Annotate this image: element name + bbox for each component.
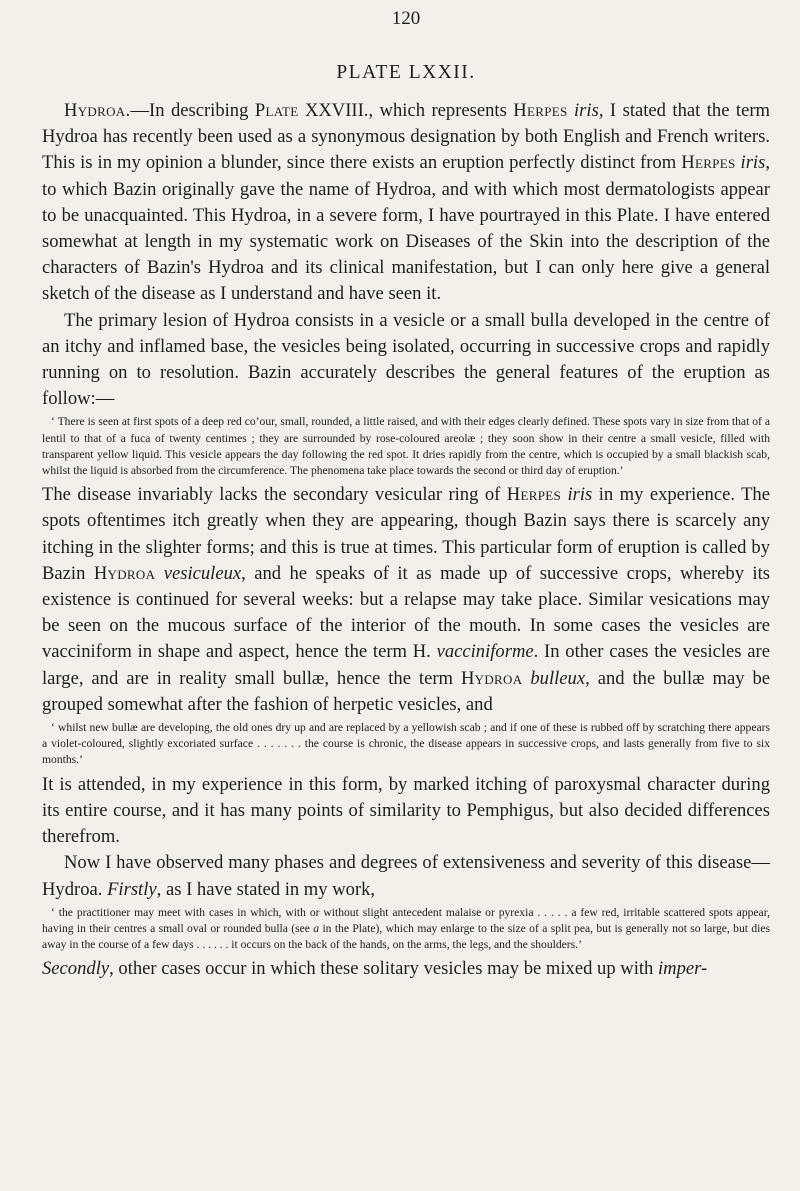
text: . In other cases the vesicles are large, and are in reality small bullæ, hence the term [42, 641, 770, 689]
paragraph-phases [42, 850, 770, 902]
term-herpes: Herpes [513, 100, 568, 121]
term-imper: imper- [658, 958, 708, 980]
term-vesiculeux: vesiculeux [163, 562, 242, 584]
text: , as I have stated in my work, [156, 878, 376, 900]
body-text [42, 98, 770, 983]
paragraph-hydroa-intro [42, 98, 770, 308]
text: —In describing [130, 100, 255, 121]
term-iris: iris [740, 152, 766, 174]
paragraph-secondly [42, 956, 770, 982]
term-iris: iris [574, 100, 599, 121]
quote-practitioner [42, 905, 770, 954]
quote-bazin-spots: ‘ There is seen at first spots of a deep red co’our, small, rounded, a little raised, and with their edges clearly defined. These spots vary in size from that of a lentil to that of a fuca of twenty centimes ; they are surrounded by rose-coloured areolæ ; they soon show in their centre a small vesicle, filled with transparent yellow liquid. This vesicle appears the day following the red spot. It dries rapidly from the centre, which is occupied by a small blackish scab, whilst the liquid is absorbed from the circumference. The phenomena take place towards the second or third day of eruption.’ [42, 415, 770, 478]
text: , and he speaks of it as made up of successive crops, whereby its existence is continued for several weeks: but a relapse may take place. Similar vesications may be seen on the mucous surface of the interior of the mouth. In some cases the vesicles are vacciniform in shape and aspect, hence the term H. [42, 562, 770, 663]
paragraph-primary-lesion: The primary lesion of Hydroa consists in a vesicle or a small bulla developed in the centre of an itchy and inflamed base, the vesicles being isolated, occurring in successive crops and rapidly running on to resolution. Bazin accurately describes the general features of the eruption as follow:— [42, 309, 770, 410]
paragraph-secondary-ring [42, 482, 770, 718]
figure-ref-a: a [313, 921, 320, 935]
text: Now I have observed many phases and degrees of extensiveness and severity of this disease—Hydroa. [42, 852, 770, 900]
text: ‘ the practitioner may meet with cases in which, with or without slight antecedent malaise or pyrexia . . . . . a few red, irritable scattered spots appear, having in their centres a small oval or rounded bulla (see [42, 905, 770, 935]
text: , I stated that the term Hydroa has recently been used as a synonymous designation by both English and French writers. This is in my opinion a blunder, since there exists an eruption perfectly distinct from [42, 100, 770, 174]
page-number: 120 [391, 8, 421, 29]
quote-bullae-developing: ‘ whilst new bullæ are developing, the old ones dry up and are replaced by a yellowish scab ; and if one of these is rubbed off by scratching there appears a violet-coloured, slightly excoriated surface . . . . . . . the course is chronic, the disease appears in successive crops, and lasts generally from five to six months.’ [42, 721, 770, 767]
text: , and the bullæ may be grouped somewhat after the fashion of herpetic vesicles, and [42, 667, 770, 715]
paragraph-itching: It is attended, in my experience in this form, by marked itching of paroxysmal character during its entire course, and it has many points of similarity to Pemphigus, but also decided differences therefrom. [42, 773, 770, 848]
text: XXVIII., which represents [298, 100, 514, 121]
term-secondly: Secondly [42, 958, 110, 980]
term-hydroa: Hydroa [460, 667, 523, 689]
term-herpes: Herpes [506, 484, 562, 506]
term-vacciniforme: vacciniforme [436, 641, 534, 663]
text: in the Plate), which may enlarge to the size of a split pea, but is generally not so large, but dies away in the course of a few days . . . . . . it occurs on the back of the hands, on the arms, the legs, and the shoulders.’ [42, 921, 771, 952]
text: The disease invariably lacks the secondary vesicular ring of [42, 484, 507, 506]
text: , to which Bazin originally gave the name of Hydroa, and with which most dermatologists appear to be unacquainted. This Hydroa, in a severe form, I have pourtrayed in this Plate. I have entered somewhat at length in my systematic work on Diseases of the Skin into the description of the characters of Bazin's Hydroa and its clinical manifestation, but I can only here give a general sketch of the disease as I understand and have seen it. [42, 152, 770, 305]
term-hydroa: Hydroa. [64, 100, 131, 121]
text: in my experience. The spots oftentimes itch greatly when they are appearing, though Bazin says there is scarcely any itching in the slighter forms; and this is true at times. This particular form of eruption is called by Bazin [42, 484, 770, 584]
term-firstly: Firstly [107, 878, 157, 900]
term-bulleux: bulleux [530, 667, 586, 689]
text: , other cases occur in which these solitary vesicles may be mixed up with [109, 958, 659, 980]
term-plate: Plate [254, 100, 299, 121]
term-hydroa: Hydroa [93, 562, 156, 584]
plate-title: PLATE LXXII. [336, 62, 476, 83]
term-iris: iris [567, 484, 593, 506]
term-herpes: Herpes [681, 152, 736, 174]
